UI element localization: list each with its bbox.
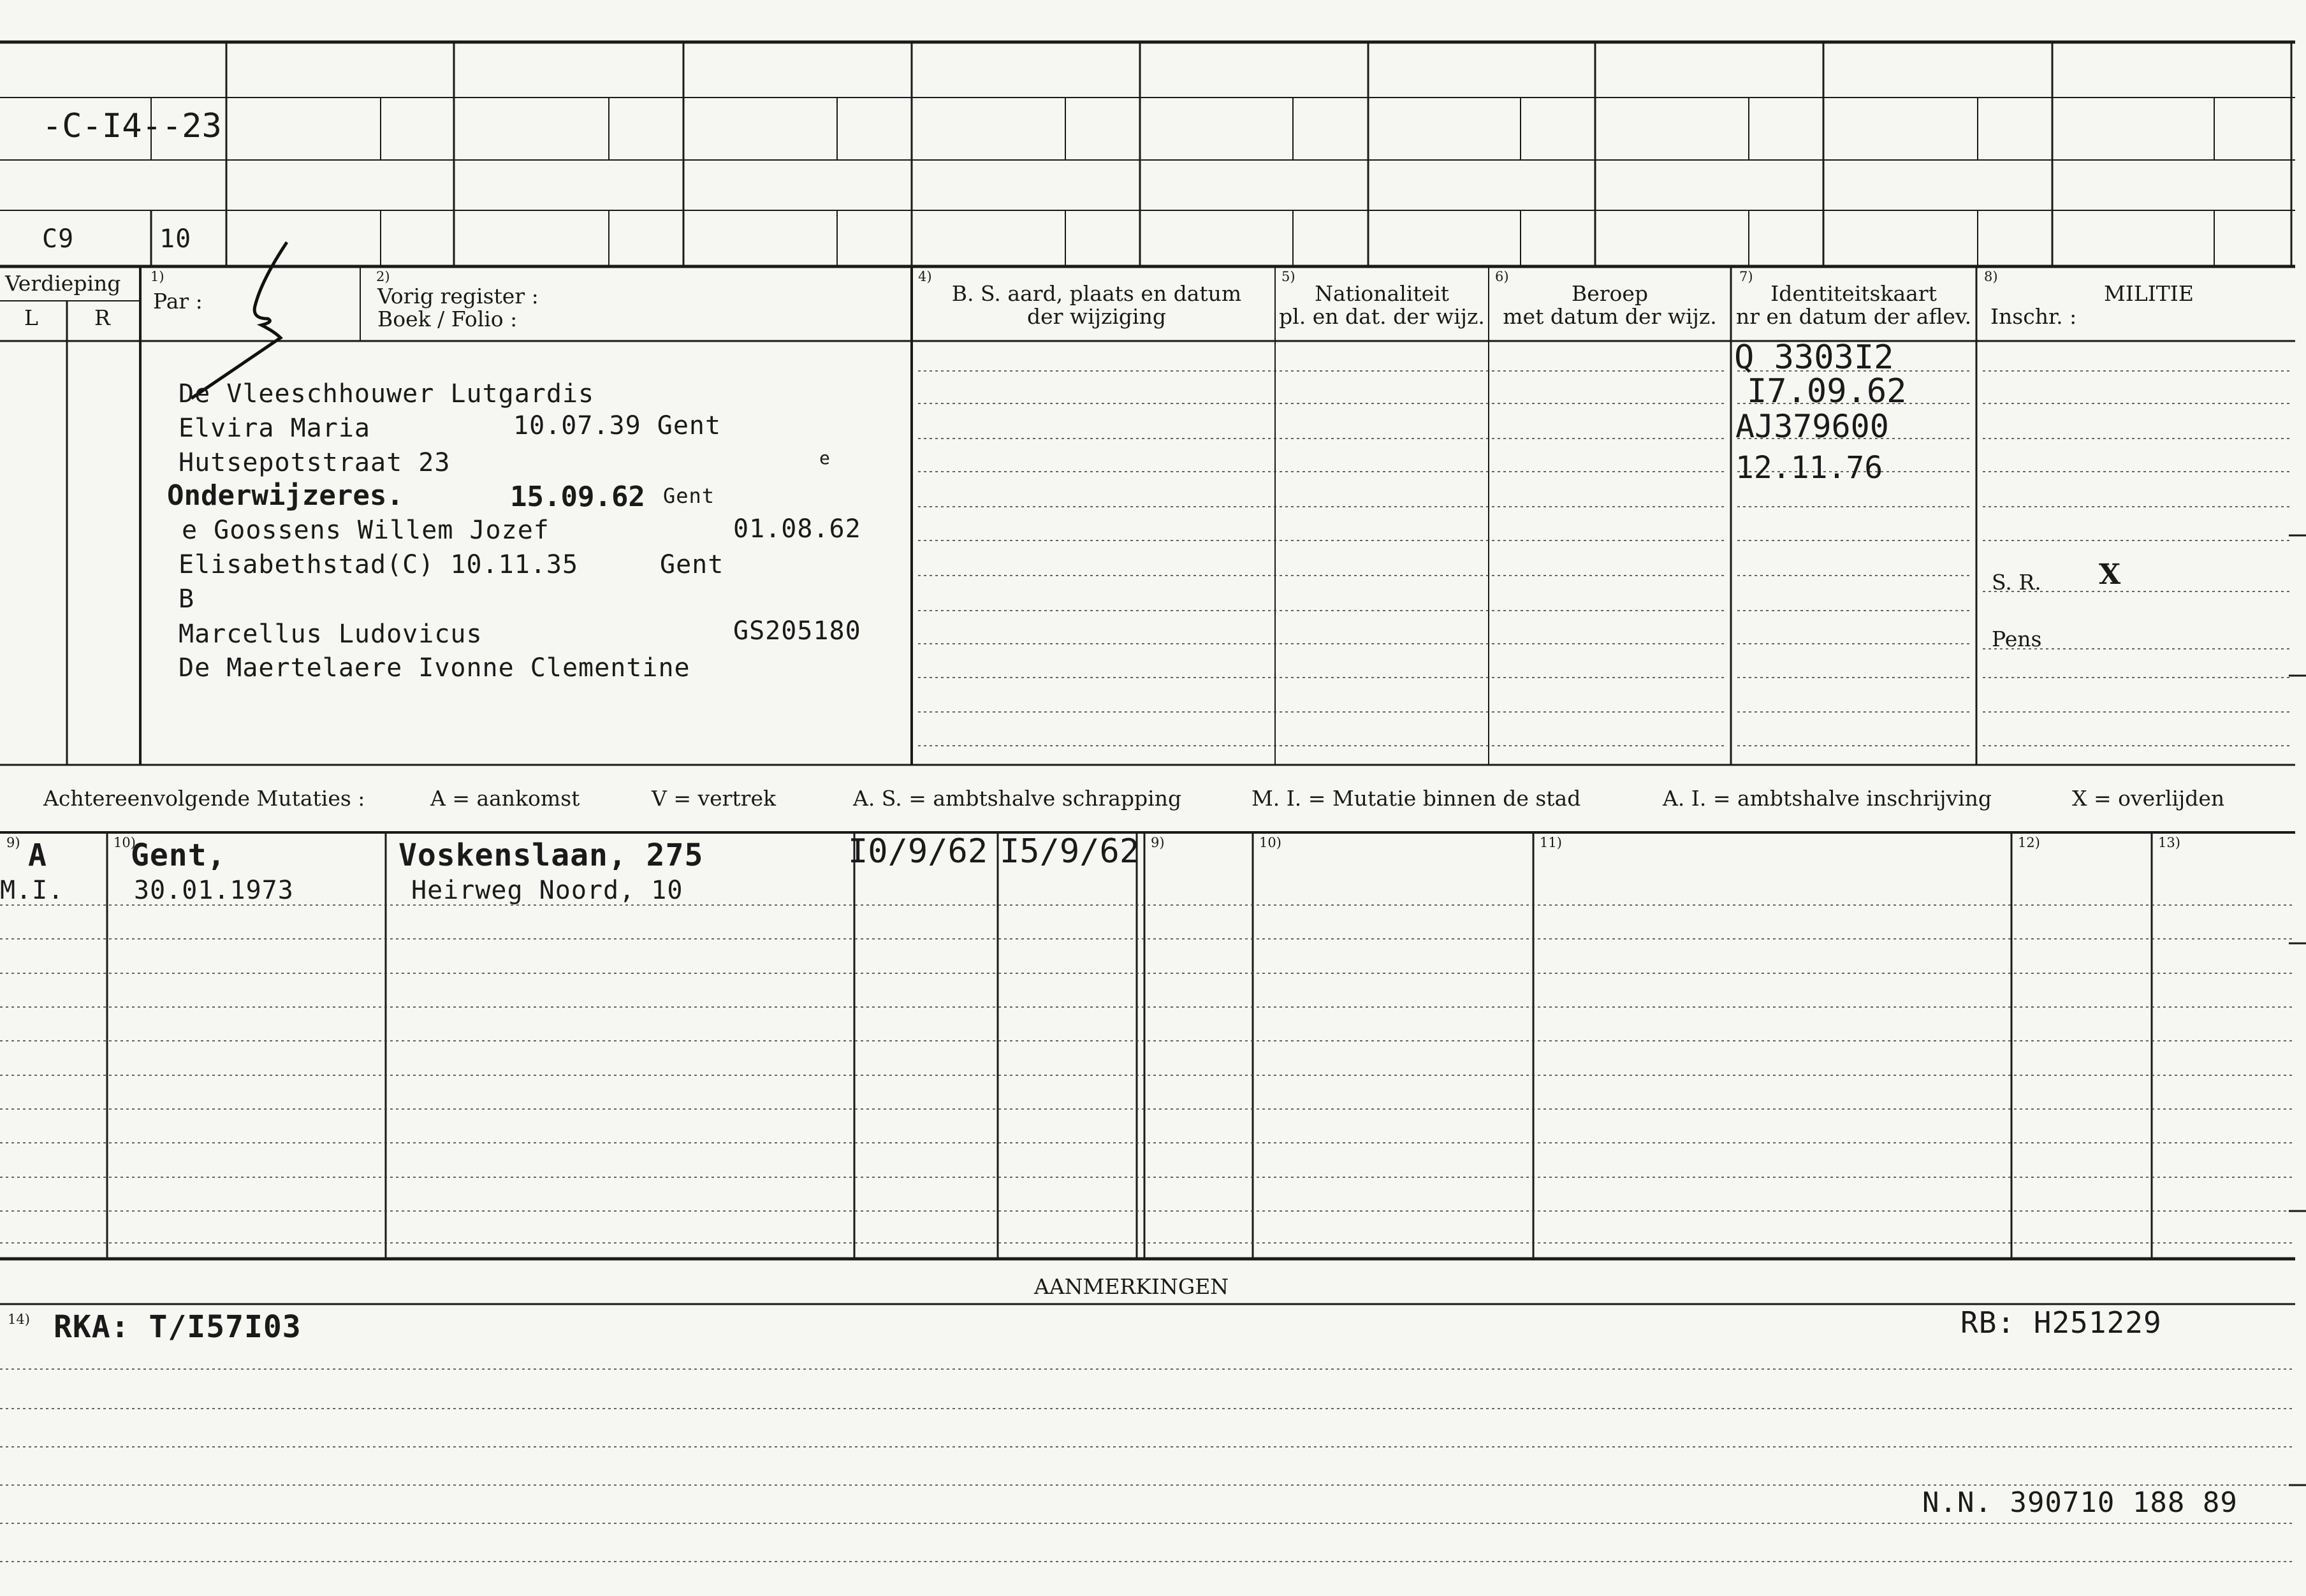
col6-number: 6) (1495, 269, 1509, 284)
col7-number: 7) (1739, 269, 1753, 284)
legend-mi: M. I. = Mutatie binnen de stad (1252, 786, 1581, 811)
person-line7: B (179, 584, 195, 614)
identity-line1: Q 3303I2 (1734, 338, 1894, 377)
pens-label: Pens (1992, 627, 2042, 651)
top-code-left: -C-I4--23 (42, 107, 222, 145)
legend-ai: A. I. = ambtshalve inschrijving (1663, 786, 1992, 811)
person-line2-name: Elvira Maria (179, 414, 370, 443)
person-line6-place: Elisabethstad(C) 10.11.35 (179, 550, 579, 579)
col4-number: 4) (918, 269, 932, 284)
col7-label2: nr en datum der aflev. (1735, 304, 1972, 329)
identity-line3: AJ379600 (1735, 408, 1889, 445)
top-code-c10: 10 (159, 224, 192, 254)
identity-line4: 12.11.76 (1735, 450, 1883, 486)
mutation-row2-street: Heirweg Noord, 10 (411, 876, 683, 905)
mutation-row1-date2: I5/9/62 (1000, 832, 1140, 871)
col8-label2: Inschr. : (1990, 304, 2077, 329)
person-line3: Hutsepotstraat 23 (179, 448, 451, 477)
mut-num-10: 10) (113, 835, 136, 850)
mutation-row2-type: M.I. (0, 876, 64, 905)
person-line2-date: 10.07.39 Gent (513, 411, 722, 440)
col2-label1: Vorig register : (377, 284, 539, 308)
col1-number: 1) (150, 269, 164, 284)
col6-label1: Beroep (1571, 281, 1649, 306)
person-line4-job: Onderwijzeres. (167, 479, 404, 512)
col8-label1: MILITIE (2104, 281, 2194, 306)
col5-label1: Nationaliteit (1315, 281, 1449, 306)
col7-label1: Identiteitskaart (1770, 281, 1937, 306)
verdieping-l: L (24, 305, 38, 330)
legend-v: V = vertrek (652, 786, 776, 811)
remarks-title: AANMERKINGEN (1034, 1274, 1229, 1299)
mutation-row2-date: 30.01.1973 (134, 876, 294, 905)
remarks-number: 14) (8, 1312, 30, 1327)
mutation-row1-city: Gent, (131, 838, 226, 873)
remarks-nn: N.N. 390710 188 89 (1922, 1486, 2238, 1519)
person-line5-name: e Goossens Willem Jozef (182, 516, 550, 545)
person-line4-place: Gent (663, 484, 715, 508)
sr-value: X (2099, 558, 2121, 591)
mutation-row1-type: A (28, 838, 47, 873)
mut-num-13: 13) (2158, 835, 2180, 850)
remarks-rb: RB: H251229 (1960, 1305, 2162, 1340)
person-line8-code: GS205180 (733, 616, 861, 646)
top-code-c9: C9 (42, 224, 75, 254)
mutation-row1-street: Voskenslaan, 275 (398, 838, 704, 873)
col6-label2: met datum der wijz. (1503, 304, 1717, 329)
mut-num-9b: 9) (1151, 835, 1165, 850)
col4-label1: B. S. aard, plaats en datum (951, 281, 1242, 306)
remarks-rka: RKA: T/I57I03 (54, 1309, 302, 1345)
person-line5-date: 01.08.62 (733, 514, 861, 544)
mutation-row1-date1: I0/9/62 (848, 832, 988, 871)
verdieping-label: Verdieping (5, 271, 121, 296)
legend-title: Achtereenvolgende Mutaties : (43, 786, 365, 811)
col8-number: 8) (1984, 269, 1998, 284)
sr-label: S. R. (1992, 570, 2041, 595)
person-line8-name: Marcellus Ludovicus (179, 620, 483, 649)
col5-number: 5) (1281, 269, 1295, 284)
col1-label: Par : (153, 289, 203, 314)
mut-num-12: 12) (2018, 835, 2040, 850)
legend-a: A = aankomst (430, 786, 580, 811)
verdieping-r: R (94, 305, 110, 330)
person-line6-city: Gent (660, 550, 724, 579)
col2-number: 2) (376, 269, 390, 284)
mut-num-10b: 10) (1259, 835, 1281, 850)
identity-line2: I7.09.62 (1747, 372, 1907, 410)
mut-num-9a: 9) (6, 835, 20, 850)
person-line1: De Vleeschhouwer Lutgardis (179, 379, 595, 409)
person-margin-mark: e (819, 447, 831, 468)
mut-num-11: 11) (1540, 835, 1562, 850)
person-line9: De Maertelaere Ivonne Clementine (179, 653, 690, 683)
col4-label2: der wijziging (1027, 304, 1166, 329)
col5-label2: pl. en dat. der wijz. (1279, 304, 1485, 329)
col2-label2: Boek / Folio : (377, 307, 518, 331)
person-line4-date: 15.09.62 (510, 481, 645, 513)
legend-x: X = overlijden (2072, 786, 2225, 811)
legend-as: A. S. = ambtshalve schrapping (853, 786, 1182, 811)
